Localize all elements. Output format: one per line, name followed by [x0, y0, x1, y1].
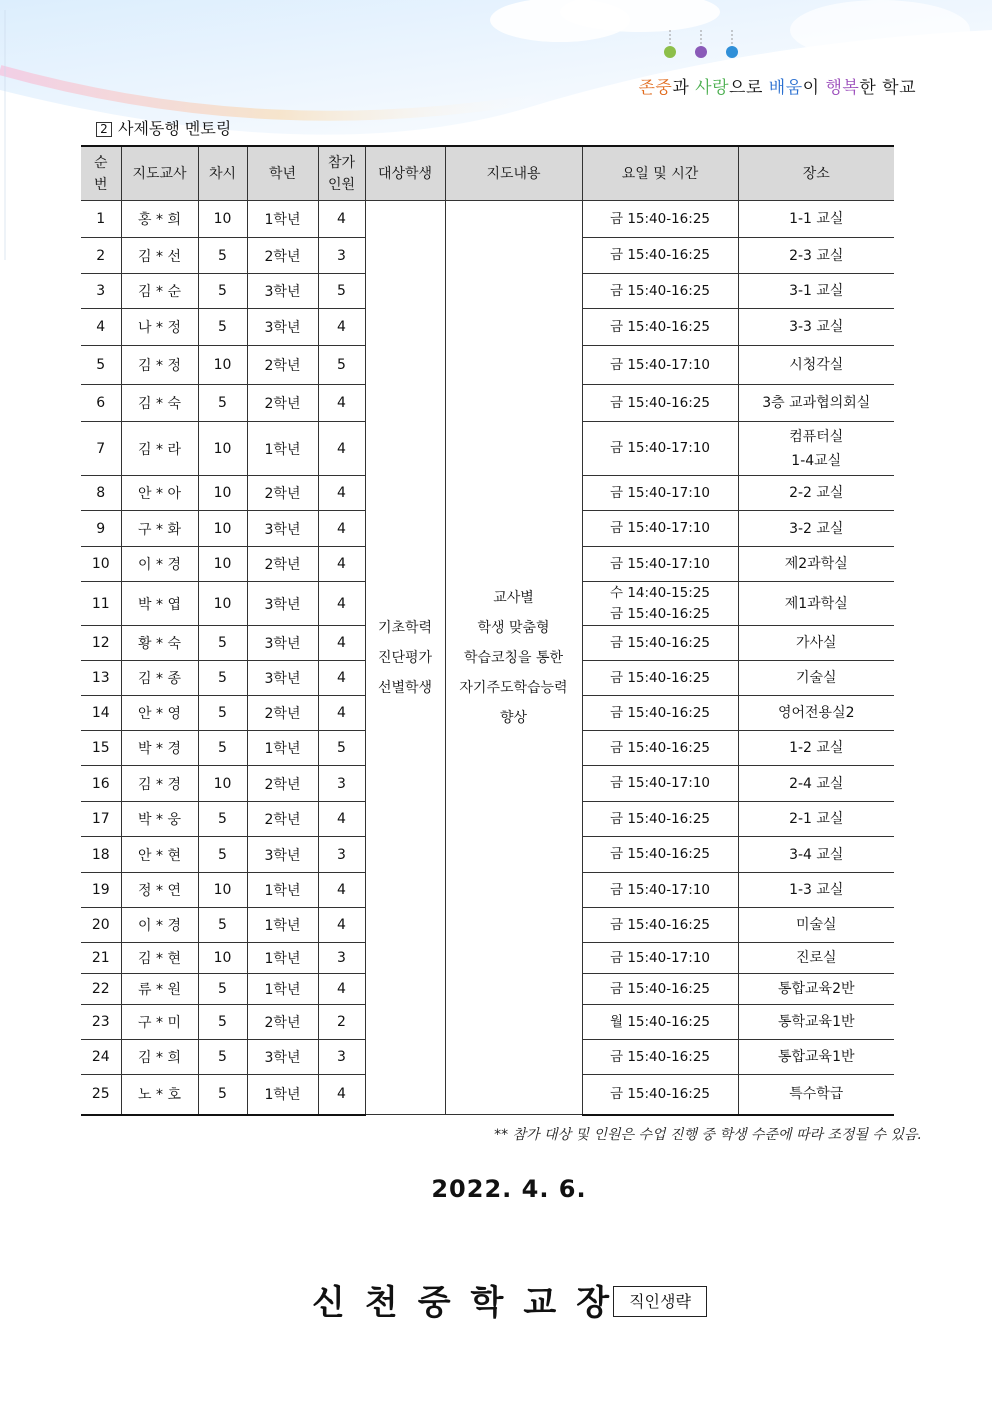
cell-grade: 2학년	[247, 547, 318, 582]
cell-grade: 3학년	[247, 837, 318, 873]
cell-no: 3	[81, 274, 121, 309]
cell-sessions: 10	[198, 511, 247, 547]
table-header-row	[81, 146, 894, 201]
cell-sessions: 5	[198, 385, 247, 422]
cell-time: 금 15:40-17:10	[582, 547, 738, 582]
cell-count: 2	[318, 1005, 365, 1040]
cell-sessions: 5	[198, 696, 247, 731]
cell-place: 가사실	[738, 626, 894, 661]
cell-sessions: 5	[198, 731, 247, 766]
cell-no: 16	[81, 766, 121, 802]
cell-grade: 2학년	[247, 802, 318, 837]
cell-no: 1	[81, 201, 121, 238]
cell-count: 4	[318, 385, 365, 422]
header-grade: 학년	[247, 146, 318, 201]
cell-time: 월 15:40-16:25	[582, 1005, 738, 1040]
cell-no: 20	[81, 908, 121, 943]
cell-no: 17	[81, 802, 121, 837]
cell-count: 4	[318, 582, 365, 626]
cell-place: 통학교육1반	[738, 1005, 894, 1040]
cell-place: 통합교육1반	[738, 1040, 894, 1075]
header-count: 참가 인원	[318, 146, 365, 201]
header-sessions: 차시	[198, 146, 247, 201]
cell-time: 금 15:40-17:10	[582, 873, 738, 908]
cell-grade: 1학년	[247, 1075, 318, 1115]
header-content: 지도내용	[445, 146, 582, 201]
cell-count: 4	[318, 626, 365, 661]
cell-place: 2-4 교실	[738, 766, 894, 802]
cell-place: 제2과학실	[738, 547, 894, 582]
cell-teacher: 김 * 정	[121, 346, 198, 385]
cell-count: 3	[318, 1040, 365, 1075]
seal-omitted-box: 직인생략	[613, 1286, 707, 1317]
cell-time: 금 15:40-16:25	[582, 238, 738, 274]
cell-sessions: 5	[198, 274, 247, 309]
cell-place: 통합교육2반	[738, 974, 894, 1005]
cell-teacher: 박 * 웅	[121, 802, 198, 837]
cell-grade: 3학년	[247, 274, 318, 309]
cell-grade: 1학년	[247, 201, 318, 238]
cell-count: 4	[318, 547, 365, 582]
cell-place: 1-3 교실	[738, 873, 894, 908]
cell-place: 1-1 교실	[738, 201, 894, 238]
cell-place: 특수학급	[738, 1075, 894, 1115]
cell-count: 4	[318, 873, 365, 908]
cell-count: 4	[318, 201, 365, 238]
cell-sessions: 5	[198, 837, 247, 873]
cell-teacher: 안 * 현	[121, 837, 198, 873]
cell-teacher: 박 * 엽	[121, 582, 198, 626]
cell-grade: 3학년	[247, 309, 318, 346]
section-number: 2	[96, 122, 112, 137]
cell-time: 금 15:40-16:25	[582, 201, 738, 238]
cell-place: 3-4 교실	[738, 837, 894, 873]
cell-no: 15	[81, 731, 121, 766]
cell-teacher: 안 * 영	[121, 696, 198, 731]
cell-sessions: 5	[198, 1075, 247, 1115]
cell-count: 3	[318, 943, 365, 974]
cell-teacher: 나 * 정	[121, 309, 198, 346]
cell-place: 제1과학실	[738, 582, 894, 626]
cell-no: 14	[81, 696, 121, 731]
cell-teacher: 김 * 경	[121, 766, 198, 802]
cell-place: 1-2 교실	[738, 731, 894, 766]
cell-no: 21	[81, 943, 121, 974]
cell-grade: 3학년	[247, 582, 318, 626]
footnote: ** 참가 대상 및 인원은 수업 진행 중 학생 수준에 따라 조정될 수 있음.	[494, 1127, 922, 1143]
cell-no: 11	[81, 582, 121, 626]
cell-time: 금 15:40-16:25	[582, 837, 738, 873]
cell-teacher: 정 * 연	[121, 873, 198, 908]
cell-no: 6	[81, 385, 121, 422]
cell-no: 4	[81, 309, 121, 346]
cell-target-students: 기초학력 진단평가 선별학생	[365, 201, 445, 1115]
cell-teacher: 류 * 원	[121, 974, 198, 1005]
cell-count: 4	[318, 476, 365, 511]
cell-count: 4	[318, 1075, 365, 1115]
cell-sessions: 5	[198, 974, 247, 1005]
cell-time: 금 15:40-16:25	[582, 974, 738, 1005]
cell-teacher: 홍 * 희	[121, 201, 198, 238]
cell-time: 금 15:40-16:25	[582, 274, 738, 309]
cell-teacher: 이 * 경	[121, 908, 198, 943]
cell-teacher: 김 * 선	[121, 238, 198, 274]
cell-grade: 2학년	[247, 385, 318, 422]
cell-sessions: 5	[198, 309, 247, 346]
motto-word-respect: 존중	[638, 78, 673, 98]
cell-time: 금 15:40-16:25	[582, 731, 738, 766]
header-target: 대상학생	[365, 146, 445, 201]
document-date: 2022. 4. 6.	[431, 1175, 587, 1203]
header-no: 순 번	[81, 146, 121, 201]
cell-teacher: 구 * 화	[121, 511, 198, 547]
cell-teacher: 이 * 경	[121, 547, 198, 582]
cell-time: 금 15:40-16:25	[582, 1040, 738, 1075]
cell-sessions: 5	[198, 626, 247, 661]
cell-teacher: 김 * 숙	[121, 385, 198, 422]
cell-no: 9	[81, 511, 121, 547]
cell-sessions: 10	[198, 201, 247, 238]
cell-time: 금 15:40-17:10	[582, 766, 738, 802]
cell-teacher: 박 * 경	[121, 731, 198, 766]
cell-no: 10	[81, 547, 121, 582]
cell-time: 금 15:40-16:25	[582, 802, 738, 837]
cell-grade: 1학년	[247, 943, 318, 974]
cell-no: 8	[81, 476, 121, 511]
cell-sessions: 10	[198, 943, 247, 974]
cell-time: 금 15:40-16:25	[582, 661, 738, 696]
cell-place: 미술실	[738, 908, 894, 943]
cell-grade: 1학년	[247, 731, 318, 766]
cell-no: 23	[81, 1005, 121, 1040]
header-time: 요일 및 시간	[582, 146, 738, 201]
cell-grade: 3학년	[247, 511, 318, 547]
cell-no: 12	[81, 626, 121, 661]
cell-place: 3-3 교실	[738, 309, 894, 346]
cell-sessions: 10	[198, 766, 247, 802]
cell-time: 금 15:40-17:10	[582, 943, 738, 974]
cell-place: 3-2 교실	[738, 511, 894, 547]
cell-count: 4	[318, 511, 365, 547]
cell-grade: 2학년	[247, 766, 318, 802]
cell-grade: 1학년	[247, 422, 318, 476]
cell-sessions: 10	[198, 476, 247, 511]
cell-teacher: 김 * 라	[121, 422, 198, 476]
cell-place: 2-1 교실	[738, 802, 894, 837]
cell-time: 금 15:40-17:10	[582, 346, 738, 385]
cell-time: 금 15:40-16:25	[582, 1075, 738, 1115]
cell-place: 2-3 교실	[738, 238, 894, 274]
cell-grade: 3학년	[247, 626, 318, 661]
cell-count: 4	[318, 422, 365, 476]
cell-count: 3	[318, 766, 365, 802]
cell-place: 3-1 교실	[738, 274, 894, 309]
cell-time: 금 15:40-16:25	[582, 309, 738, 346]
cell-no: 7	[81, 422, 121, 476]
section-title	[96, 116, 231, 139]
cell-time: 금 15:40-16:25	[582, 385, 738, 422]
motto-word-happiness: 행복	[825, 78, 860, 98]
cell-grade: 1학년	[247, 873, 318, 908]
cell-grade: 3학년	[247, 1040, 318, 1075]
cell-sessions: 5	[198, 238, 247, 274]
motto-word-love: 사랑	[695, 78, 730, 98]
cell-no: 22	[81, 974, 121, 1005]
cell-no: 18	[81, 837, 121, 873]
cell-sessions: 5	[198, 908, 247, 943]
cell-count: 4	[318, 696, 365, 731]
cell-no: 24	[81, 1040, 121, 1075]
cell-sessions: 10	[198, 547, 247, 582]
cell-teacher: 황 * 숙	[121, 626, 198, 661]
table-row	[81, 201, 894, 238]
cell-time: 금 15:40-16:25	[582, 908, 738, 943]
motto-word-learning: 배움	[768, 78, 803, 98]
header-teacher: 지도교사	[121, 146, 198, 201]
cell-no: 19	[81, 873, 121, 908]
cell-sessions: 10	[198, 422, 247, 476]
cell-sessions: 5	[198, 802, 247, 837]
cell-grade: 2학년	[247, 696, 318, 731]
cell-teacher: 김 * 현	[121, 943, 198, 974]
cell-teacher: 김 * 희	[121, 1040, 198, 1075]
cell-place: 컴퓨터실 1-4교실	[738, 422, 894, 476]
cell-count: 4	[318, 974, 365, 1005]
cell-no: 25	[81, 1075, 121, 1115]
cell-place: 2-2 교실	[738, 476, 894, 511]
mentoring-table	[81, 145, 894, 1116]
cell-grade: 3학년	[247, 661, 318, 696]
cell-time: 수 14:40-15:25 금 15:40-16:25	[582, 582, 738, 626]
cell-guidance-content: 교사별 학생 맞춤형 학습코칭을 통한 자기주도학습능력 향상	[445, 201, 582, 1115]
cell-count: 4	[318, 802, 365, 837]
cell-grade: 2학년	[247, 238, 318, 274]
cell-count: 3	[318, 837, 365, 873]
cell-time: 금 15:40-17:10	[582, 422, 738, 476]
cell-time: 금 15:40-17:10	[582, 476, 738, 511]
cell-grade: 2학년	[247, 346, 318, 385]
cell-grade: 1학년	[247, 908, 318, 943]
cell-count: 3	[318, 238, 365, 274]
cell-sessions: 5	[198, 661, 247, 696]
cell-no: 13	[81, 661, 121, 696]
cell-place: 기술실	[738, 661, 894, 696]
cell-teacher: 안 * 아	[121, 476, 198, 511]
cell-sessions: 10	[198, 346, 247, 385]
cell-sessions: 5	[198, 1005, 247, 1040]
cell-sessions: 5	[198, 1040, 247, 1075]
cell-time: 금 15:40-16:25	[582, 626, 738, 661]
principal-title: 신천중학교장	[312, 1283, 630, 1323]
cell-teacher: 노 * 호	[121, 1075, 198, 1115]
cell-sessions: 10	[198, 873, 247, 908]
cell-count: 5	[318, 731, 365, 766]
cell-count: 4	[318, 908, 365, 943]
cell-grade: 1학년	[247, 974, 318, 1005]
cell-place: 3층 교과협의회실	[738, 385, 894, 422]
cell-place: 진로실	[738, 943, 894, 974]
cell-teacher: 김 * 종	[121, 661, 198, 696]
cell-count: 5	[318, 346, 365, 385]
cell-teacher: 김 * 순	[121, 274, 198, 309]
cell-grade: 2학년	[247, 476, 318, 511]
cell-teacher: 구 * 미	[121, 1005, 198, 1040]
cell-count: 5	[318, 274, 365, 309]
cell-grade: 2학년	[247, 1005, 318, 1040]
section-title-text: 사제동행 멘토링	[118, 119, 232, 138]
cell-count: 4	[318, 661, 365, 696]
cell-sessions: 10	[198, 582, 247, 626]
cell-count: 4	[318, 309, 365, 346]
school-motto: 존중과 사랑으로 배움이 행복한 학교	[638, 78, 916, 98]
cell-place: 영어전용실2	[738, 696, 894, 731]
cell-time: 금 15:40-16:25	[582, 696, 738, 731]
header-place: 장소	[738, 146, 894, 201]
cell-place: 시청각실	[738, 346, 894, 385]
cell-no: 2	[81, 238, 121, 274]
cell-no: 5	[81, 346, 121, 385]
cell-time: 금 15:40-17:10	[582, 511, 738, 547]
